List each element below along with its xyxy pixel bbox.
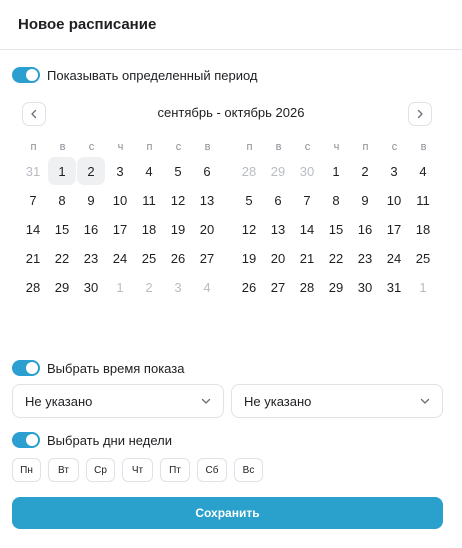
calendar-day[interactable]: 16 xyxy=(83,221,99,237)
weekday-chip[interactable]: Чт xyxy=(122,458,153,482)
chevron-down-icon xyxy=(201,396,211,406)
calendar-day[interactable]: 21 xyxy=(299,250,315,266)
calendar-day[interactable]: 11 xyxy=(142,192,156,208)
calendar-day[interactable]: 21 xyxy=(25,250,41,266)
calendar-day[interactable]: 12 xyxy=(241,221,257,237)
calendar-day[interactable]: 2 xyxy=(145,279,153,295)
calendar-day[interactable]: 23 xyxy=(83,250,99,266)
calendar-day[interactable]: 20 xyxy=(270,250,286,266)
weekday-label: в xyxy=(420,141,427,153)
calendar-day[interactable]: 27 xyxy=(270,279,286,295)
calendar-day[interactable]: 15 xyxy=(54,221,70,237)
weekday-chip[interactable]: Пн xyxy=(12,458,41,482)
calendar-day[interactable]: 10 xyxy=(112,192,128,208)
calendar-day[interactable]: 28 xyxy=(25,279,41,295)
calendar-day[interactable]: 14 xyxy=(25,221,41,237)
weekday-chip[interactable]: Вс xyxy=(234,458,263,482)
calendar-day[interactable]: 16 xyxy=(357,221,373,237)
calendar-day[interactable]: 1 xyxy=(48,157,76,185)
weekday-label: ч xyxy=(117,141,124,153)
weekday-header xyxy=(19,137,222,157)
weekday-label: с xyxy=(175,141,182,153)
weekday-label: п xyxy=(246,141,253,153)
calendar-day[interactable]: 3 xyxy=(390,163,398,179)
calendar-day[interactable]: 28 xyxy=(241,163,257,179)
calendar-day[interactable]: 1 xyxy=(332,163,340,179)
weekday-label: с xyxy=(88,141,95,153)
calendar-day[interactable]: 29 xyxy=(270,163,286,179)
calendar-day[interactable]: 25 xyxy=(141,250,157,266)
calendar-day[interactable]: 17 xyxy=(112,221,128,237)
calendar-day[interactable]: 28 xyxy=(299,279,315,295)
calendar-day[interactable]: 29 xyxy=(54,279,70,295)
period-toggle-row[interactable] xyxy=(12,66,258,84)
weekday-label: в xyxy=(275,141,282,153)
save-button[interactable]: Сохранить xyxy=(12,497,443,529)
calendar-week xyxy=(19,244,222,273)
calendar-day[interactable]: 8 xyxy=(58,192,66,208)
calendar-october xyxy=(235,137,438,302)
weekday-label: п xyxy=(146,141,153,153)
dialog-title: Новое расписание xyxy=(18,16,157,33)
calendar-week xyxy=(19,215,222,244)
days-toggle[interactable] xyxy=(12,432,40,448)
calendar-day[interactable]: 18 xyxy=(141,221,157,237)
calendar-week xyxy=(235,157,438,186)
calendar-day[interactable]: 1 xyxy=(419,279,427,295)
calendar-day[interactable]: 5 xyxy=(245,192,253,208)
calendar-day[interactable]: 8 xyxy=(332,192,340,208)
calendar-day[interactable]: 23 xyxy=(357,250,373,266)
calendar-day[interactable]: 19 xyxy=(241,250,257,266)
calendar-september xyxy=(19,137,222,302)
weekday-chip[interactable]: Сб xyxy=(197,458,227,482)
calendar-day[interactable]: 11 xyxy=(416,192,430,208)
calendar-day[interactable]: 18 xyxy=(415,221,431,237)
calendar-title: сентябрь - октябрь 2026 xyxy=(157,105,305,120)
calendar-day[interactable]: 26 xyxy=(241,279,257,295)
time-from-value: Не указано xyxy=(25,393,93,409)
time-toggle[interactable] xyxy=(12,360,40,376)
toggle-knob xyxy=(26,69,38,81)
calendar-day[interactable]: 6 xyxy=(274,192,282,208)
calendar-day[interactable]: 29 xyxy=(328,279,344,295)
weekday-label: в xyxy=(59,141,66,153)
weekday-header xyxy=(235,137,438,157)
calendar-day[interactable]: 10 xyxy=(386,192,402,208)
time-toggle-row[interactable] xyxy=(12,359,184,377)
time-to-value: Не указано xyxy=(244,393,312,409)
chevron-right-icon xyxy=(415,109,425,119)
calendar-day[interactable]: 13 xyxy=(199,192,215,208)
calendar-day[interactable]: 17 xyxy=(386,221,402,237)
weekday-label: п xyxy=(362,141,369,153)
calendar-day[interactable]: 30 xyxy=(83,279,99,295)
calendar-week xyxy=(19,157,222,186)
calendar-day[interactable]: 9 xyxy=(361,192,369,208)
calendar-day[interactable]: 3 xyxy=(116,163,124,179)
calendar-day[interactable]: 24 xyxy=(112,250,128,266)
calendar-week xyxy=(19,186,222,215)
weekday-label: п xyxy=(30,141,37,153)
calendar-day[interactable]: 5 xyxy=(174,163,182,179)
calendar-day[interactable]: 30 xyxy=(299,163,315,179)
calendar-day[interactable]: 4 xyxy=(419,163,427,179)
calendar-week xyxy=(235,273,438,302)
calendar-day[interactable]: 2 xyxy=(361,163,369,179)
weekday-chip[interactable]: Вт xyxy=(48,458,79,482)
toggle-knob xyxy=(26,434,38,446)
dialog-header xyxy=(0,0,462,50)
calendar-day[interactable]: 26 xyxy=(170,250,186,266)
calendar-week xyxy=(235,215,438,244)
calendar-day[interactable]: 3 xyxy=(174,279,182,295)
calendar-day[interactable]: 22 xyxy=(54,250,70,266)
calendar-day[interactable]: 27 xyxy=(199,250,215,266)
calendar-day[interactable]: 24 xyxy=(386,250,402,266)
calendar-week xyxy=(235,186,438,215)
calendar-day[interactable]: 31 xyxy=(386,279,402,295)
calendar-day[interactable]: 9 xyxy=(87,192,95,208)
calendar-day[interactable]: 15 xyxy=(328,221,344,237)
weekday-label: с xyxy=(391,141,398,153)
weekday-chips xyxy=(12,458,263,482)
calendar-day[interactable]: 30 xyxy=(357,279,373,295)
period-toggle[interactable] xyxy=(12,67,40,83)
calendar-day[interactable]: 1 xyxy=(116,279,124,295)
calendar-day[interactable]: 2 xyxy=(77,157,105,185)
period-toggle-label: Показывать определенный период xyxy=(47,67,258,83)
calendar-day[interactable]: 25 xyxy=(415,250,431,266)
toggle-knob xyxy=(26,362,38,374)
calendar-week xyxy=(235,244,438,273)
weekday-chip[interactable]: Пт xyxy=(160,458,190,482)
chevron-down-icon xyxy=(420,396,430,406)
weekday-chip[interactable]: Ср xyxy=(86,458,115,482)
calendar-day[interactable]: 14 xyxy=(299,221,315,237)
weekday-label: в xyxy=(204,141,211,153)
time-from-select[interactable] xyxy=(12,384,224,418)
days-toggle-row[interactable] xyxy=(12,431,172,449)
calendar-day[interactable]: 4 xyxy=(203,279,211,295)
time-toggle-label: Выбрать время показа xyxy=(47,360,185,376)
calendar-day[interactable]: 13 xyxy=(270,221,286,237)
calendar-day[interactable]: 22 xyxy=(328,250,344,266)
calendar-day[interactable]: 31 xyxy=(25,163,41,179)
days-toggle-label: Выбрать дни недели xyxy=(47,432,172,448)
weekday-label: с xyxy=(304,141,311,153)
calendar-day[interactable]: 7 xyxy=(29,192,37,208)
calendar-day[interactable]: 4 xyxy=(145,163,153,179)
calendar-day[interactable]: 20 xyxy=(199,221,215,237)
time-to-select[interactable] xyxy=(231,384,443,418)
next-month-button[interactable] xyxy=(408,102,432,126)
weekday-label: ч xyxy=(333,141,340,153)
calendar-day[interactable]: 7 xyxy=(303,192,311,208)
calendar-day[interactable]: 6 xyxy=(203,163,211,179)
calendar-day[interactable]: 12 xyxy=(170,192,186,208)
calendar-day[interactable]: 19 xyxy=(170,221,186,237)
calendar-week xyxy=(19,273,222,302)
